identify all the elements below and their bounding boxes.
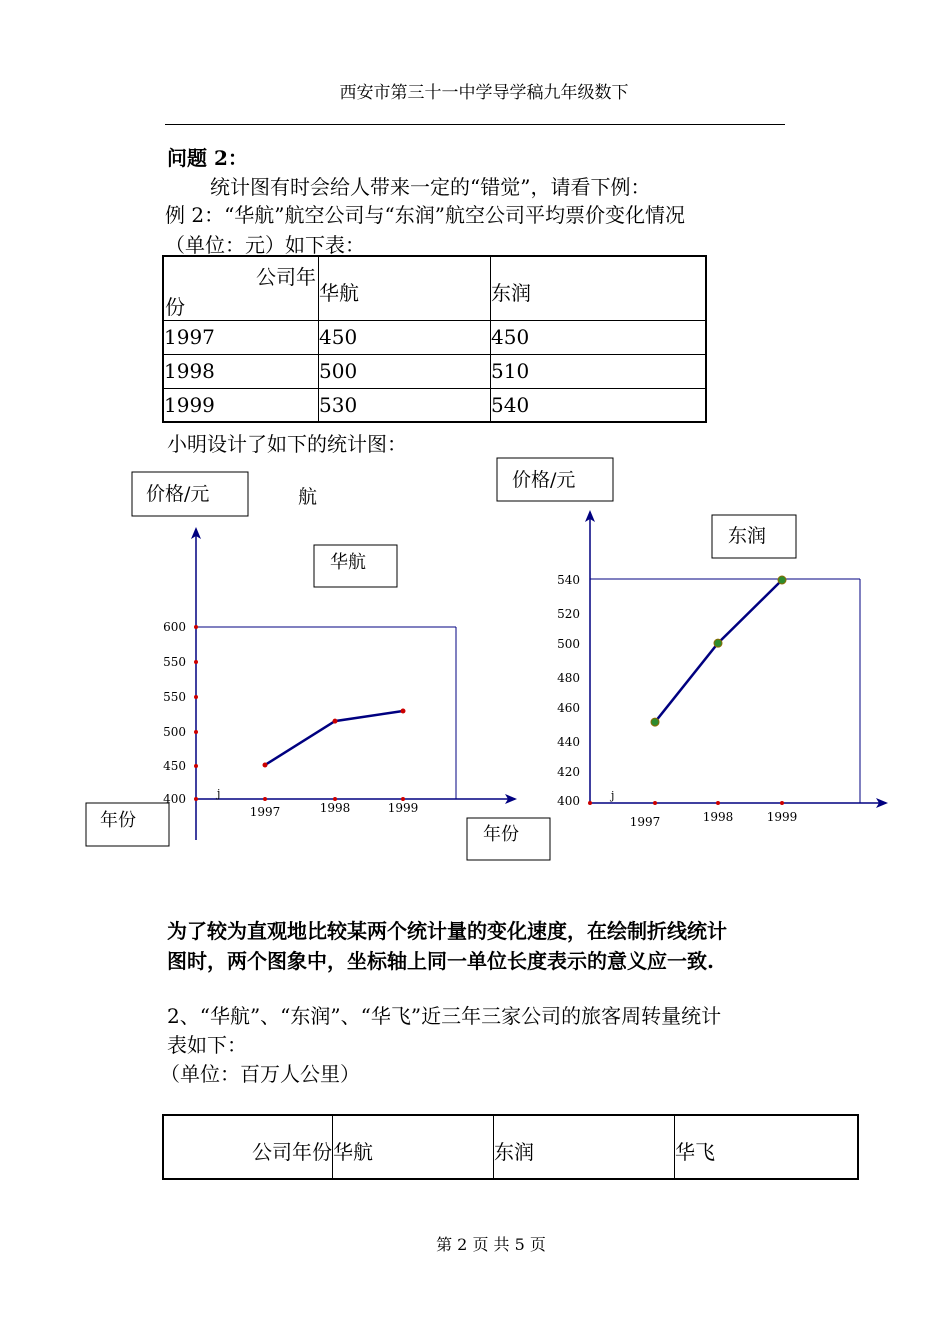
question2-unit: （单位：百万人公里） — [160, 1062, 360, 1086]
page-header: 西安市第三十一中学导学稿九年级数下 — [339, 83, 629, 103]
table-cell-value: 500 — [319, 354, 491, 388]
table-header-huahang: 华航 — [319, 256, 491, 320]
table-cell-year: 1998 — [163, 354, 319, 388]
corner-label-top: 公司年 — [256, 265, 316, 289]
right-y-label: 价格/元 — [512, 469, 576, 491]
conclusion-line-2: 图时，两个图象中，坐标轴上同一单位长度表示的意义应一致. — [167, 949, 714, 973]
y-tick-label: 400 — [557, 794, 580, 808]
example-line-2: （单位：元）如下表： — [165, 233, 365, 257]
table-cell-value: 510 — [491, 354, 707, 388]
x-tick-label: 1998 — [702, 810, 734, 824]
table-cell-value: 540 — [491, 388, 707, 422]
example-line-1: 例 2：“华航”航空公司与“东润”航空公司平均票价变化情况 — [165, 203, 685, 227]
series-line-dongrun — [655, 580, 782, 722]
left-chart-title: 华航 — [330, 552, 366, 573]
data-point — [263, 763, 268, 768]
left-x-label-2: 年份 — [483, 824, 519, 845]
y-tick-label: 500 — [557, 637, 580, 651]
x-tick-label: 1997 — [629, 815, 661, 829]
left-x-ticks — [250, 797, 419, 819]
x-tick-label: 1997 — [249, 805, 281, 819]
right-y-ticks — [557, 573, 592, 808]
x-tick-label: 1999 — [387, 801, 419, 815]
y-tick-label: 500 — [163, 725, 186, 739]
table2-header-huahang: 华航 — [333, 1115, 494, 1179]
problem-heading: 问题 2： — [167, 146, 248, 170]
table2-header-huafei: 华飞 — [675, 1115, 859, 1179]
x-tick-label: 1998 — [319, 801, 351, 815]
y-tick-dot — [194, 764, 198, 768]
right-x-ticks — [630, 801, 798, 829]
right-j-mark: j — [611, 789, 615, 802]
right-chart-title: 东润 — [728, 525, 767, 547]
data-point — [714, 639, 722, 647]
left-y-ticks — [163, 620, 198, 806]
data-point — [651, 718, 659, 726]
table-header-dongrun: 东润 — [491, 256, 707, 320]
y-tick-label: 450 — [163, 759, 186, 773]
y-tick-dot — [194, 797, 198, 801]
page-footer: 第 2 页 共 5 页 — [436, 1235, 546, 1254]
y-tick-label: 520 — [557, 607, 580, 621]
y-tick-dot — [588, 801, 592, 805]
left-series — [263, 709, 406, 768]
data-point — [333, 719, 338, 724]
y-tick-dot — [194, 730, 198, 734]
table-cell-value: 530 — [319, 388, 491, 422]
y-tick-dot — [194, 695, 198, 699]
x-tick-dot — [780, 801, 784, 805]
question2-line-2: 表如下： — [167, 1033, 247, 1057]
left-x-label: 年份 — [100, 810, 136, 831]
passenger-table — [162, 1114, 859, 1180]
table-cell-value: 450 — [491, 320, 707, 354]
left-stray-text: 航 — [298, 486, 318, 508]
x-tick-label: 1999 — [766, 810, 798, 824]
table-cell-year: 1997 — [163, 320, 319, 354]
y-tick-label: 420 — [557, 765, 580, 779]
table2-corner-cell: 公司年份 — [163, 1115, 333, 1179]
y-tick-label: 480 — [557, 671, 580, 685]
table-cell-year: 1999 — [163, 388, 319, 422]
y-tick-label: 600 — [163, 620, 186, 634]
y-tick-label: 400 — [163, 792, 186, 806]
right-series — [651, 576, 786, 726]
y-tick-label: 540 — [557, 573, 580, 587]
x-tick-dot — [263, 797, 267, 801]
corner-label-bottom: 份 — [165, 295, 185, 319]
y-tick-label: 440 — [557, 735, 580, 749]
y-tick-label: 460 — [557, 701, 580, 715]
conclusion-line-1: 为了较为直观地比较某两个统计量的变化速度，在绘制折线统计 — [167, 919, 727, 943]
table2-header-dongrun: 东润 — [494, 1115, 675, 1179]
left-y-label: 价格/元 — [146, 483, 210, 505]
data-point — [401, 709, 406, 714]
question2-line-1: 2、“华航”、“东润”、“华飞”近三年三家公司的旅客周转量统计 — [167, 1004, 722, 1028]
problem-intro: 统计图有时会给人带来一定的“错觉”，请看下例： — [210, 175, 651, 199]
left-j-mark: j — [217, 787, 221, 800]
y-tick-dot — [194, 660, 198, 664]
table-cell-value: 450 — [319, 320, 491, 354]
xiaoming-text: 小明设计了如下的统计图： — [167, 432, 407, 456]
y-tick-label: 550 — [163, 655, 186, 669]
data-point — [778, 576, 786, 584]
y-tick-label: 550 — [163, 690, 186, 704]
y-tick-dot — [194, 625, 198, 629]
x-tick-dot — [716, 801, 720, 805]
x-tick-dot — [653, 801, 657, 805]
